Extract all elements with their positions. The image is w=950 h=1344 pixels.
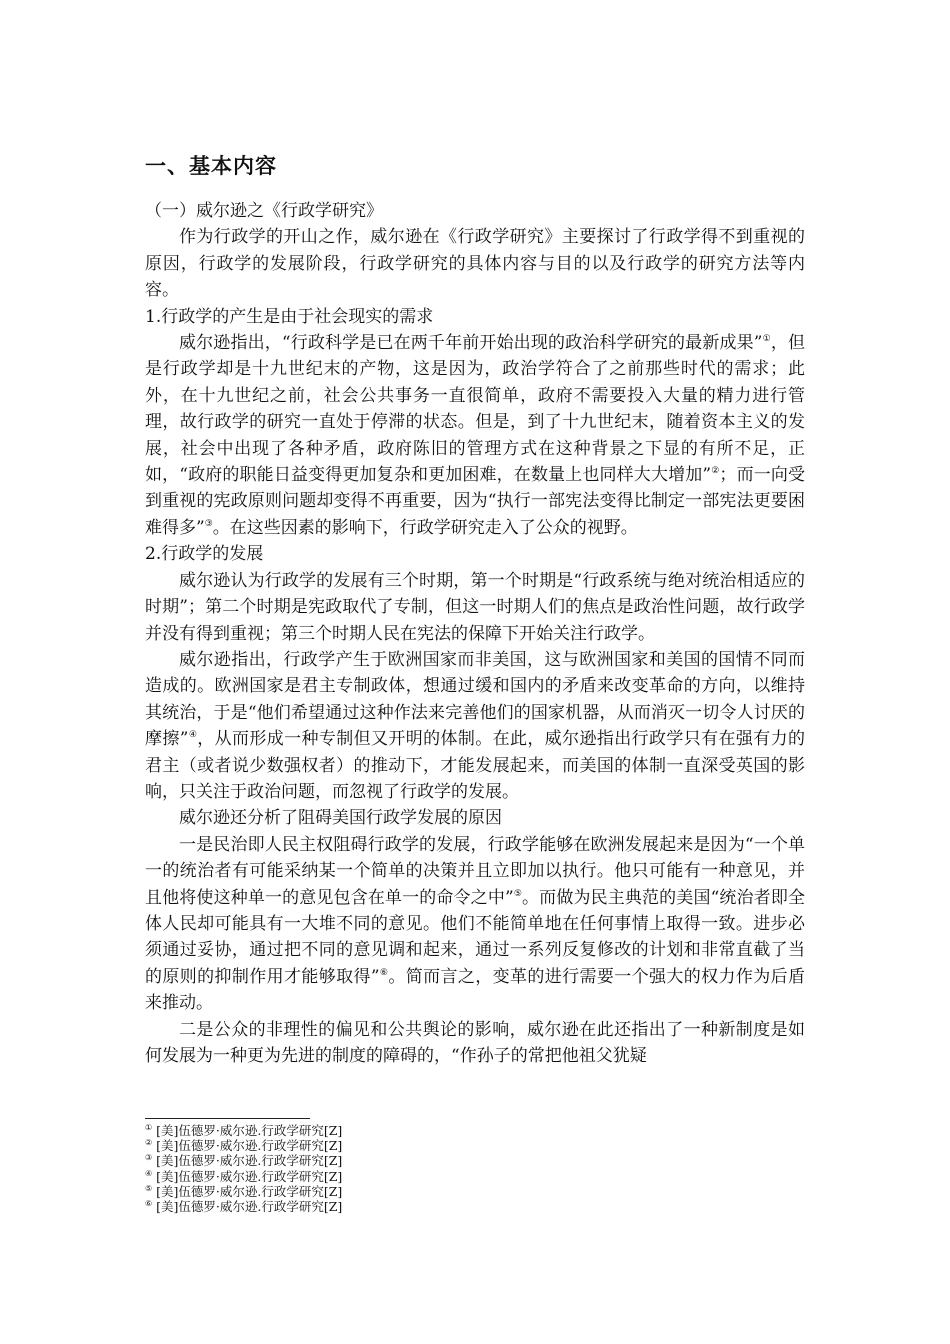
footnote-item (145, 1153, 805, 1168)
footnote-mark: ① (145, 1123, 153, 1132)
footnote-mark: ④ (145, 1168, 153, 1178)
footnote-item (145, 1184, 805, 1199)
main-content (145, 148, 805, 1069)
paragraph-4: 威尔逊还分析了阻碍美国行政学发展的原因 (179, 808, 502, 829)
paragraph-2: 威尔逊认为行政学的发展有三个时期，第一个时期是“行政系统与绝对统治相适应的时期”；第二个时期是宪政取代了专制，但这一时期人们的焦点是政治性问题，故行政学并没有得到重视；第三个时期人民在宪法的保障下开始关注行政学。 (145, 570, 805, 644)
footnote-text: [美]伍德罗·威尔逊.行政学研究[Z] (156, 1168, 343, 1184)
paragraph-6: 二是公众的非理性的偏见和公共舆论的影响，威尔逊在此还指出了一种新制度是如何发展为一种更为先进的制度的障碍的，“作孙子的常把他祖父犹疑 (145, 1019, 805, 1066)
footnote-mark: ⑤ (145, 1183, 153, 1193)
paragraph-1-text-d: 。在这些因素的影响下，行政学研究走入了公众的视野。 (212, 517, 638, 538)
footnote-ref-6[interactable]: ⑥ (379, 967, 389, 978)
footnote-mark: ⑥ (145, 1199, 153, 1209)
page-heading: 一、基本内容 (145, 154, 277, 178)
paragraph-5-text-a: 一是民治即人民主权阻碍行政学的发展，行政学能够在欧洲发展起来是因为“一个单一的统治者有可能采纳某一个简单的决策并且立即加以执行。他只可能有一种意见，并且他将使这种单一的意见包含在单一的命令之中” (145, 834, 805, 908)
footnote-item (145, 1169, 805, 1184)
footnote-item (145, 1138, 805, 1153)
footnote-text: [美]伍德罗·威尔逊.行政学研究[Z] (156, 1199, 343, 1215)
footnote-mark: ② (145, 1138, 153, 1148)
footnote-ref-2[interactable]: ② (711, 466, 720, 477)
paragraph-5 (145, 832, 805, 1017)
footnote-text: [美]伍德罗·威尔逊.行政学研究[Z] (156, 1153, 343, 1169)
paragraph-1 (145, 330, 805, 541)
footnotes (145, 1118, 805, 1214)
intro-paragraph: 作为行政学的开山之作，威尔逊在《行政学研究》主要探讨了行政学得不到重视的原因，行政学的发展阶段，行政学研究的具体内容与目的以及行政学的研究方法等内容。 (145, 227, 805, 301)
paragraph-5-text-c: 。简而言之，变革的进行需要一个强大的权力作为后盾来推动。 (145, 966, 805, 1014)
paragraph-1-text-a: 威尔逊指出，“行政科学是已在两千年前开始出现的政治科学研究的最新成果” (179, 333, 763, 354)
footnote-mark: ③ (145, 1153, 153, 1163)
subheading-1: 1.行政学的产生是由于社会现实的需求 (145, 306, 434, 327)
section-title: （一）威尔逊之《行政学研究》 (145, 201, 383, 221)
footnote-ref-3[interactable]: ③ (204, 518, 213, 529)
paragraph-1-text-b: ，但是行政学却是十九世纪末的产物，这是因为，政治学符合了之前那些时代的需求；此外，在十九世纪之前，社会公共事务一直很简单，政府不需要投入大量的精力进行管理，故行政学的研究一直处于停滞的状态。但是，到了十九世纪末，随着资本主义的发展，社会中出现了各种矛盾，政府陈旧的管理方式在这种背景之下显的有所不足，正如，“政府的职能日益变得更加复杂和更加困难，在数量上也同样大大增加” (145, 333, 805, 486)
subheading-2: 2.行政学的发展 (145, 544, 264, 565)
footnote-ref-1[interactable]: ① (762, 334, 771, 345)
footnote-ref-4[interactable]: ④ (188, 730, 198, 741)
footnote-ref-5[interactable]: ⑤ (513, 888, 523, 899)
paragraph-3-text-b: ，从而形成一种专制但又开明的体制。在此，威尔逊指出行政学只有在强有力的君主（或者说少数强权者）的推动下，才能发展起来，而美国的体制一直深受英国的影响，只关注于政治问题，而忽视了行政学的发展。 (145, 729, 806, 802)
footnote-text: [美]伍德罗·威尔逊.行政学研究[Z] (156, 1138, 343, 1154)
paragraph-5-text-b: 。而做为民主典范的美国“统治者即全体人民却可能具有一大堆不同的意见。他们不能简单地在任何事情上取得一致。进步必须通过妥协，通过把不同的意见调和起来，通过一系列反复修改的计划和非常直截了当的原则的抑制作用才能够取得” (145, 887, 805, 987)
footnote-item (145, 1199, 805, 1214)
footnote-text: [美]伍德罗·威尔逊.行政学研究[Z] (156, 1123, 343, 1138)
paragraph-1-text-c: ；而一向受到重视的宪政原则问题却变得不再重要，因为“执行一部宪法变得比制定一部宪法更要困难得多” (145, 465, 805, 538)
paragraph-3-text-a: 威尔逊指出，行政学产生于欧洲国家而非美国，这与欧洲国家和美国的国情不同而造成的。欧洲国家是君主专制政体，想通过缓和国内的矛盾来改变革命的方向，以维持其统治，于是“他们希望通过这种作法来完善他们的国家机器，从而消灭一切令人讨厌的摩擦” (145, 649, 805, 750)
footnote-separator (145, 1118, 310, 1119)
paragraph-3 (145, 647, 805, 805)
footnote-item (145, 1123, 805, 1138)
footnote-text: [美]伍德罗·威尔逊.行政学研究[Z] (156, 1183, 343, 1199)
